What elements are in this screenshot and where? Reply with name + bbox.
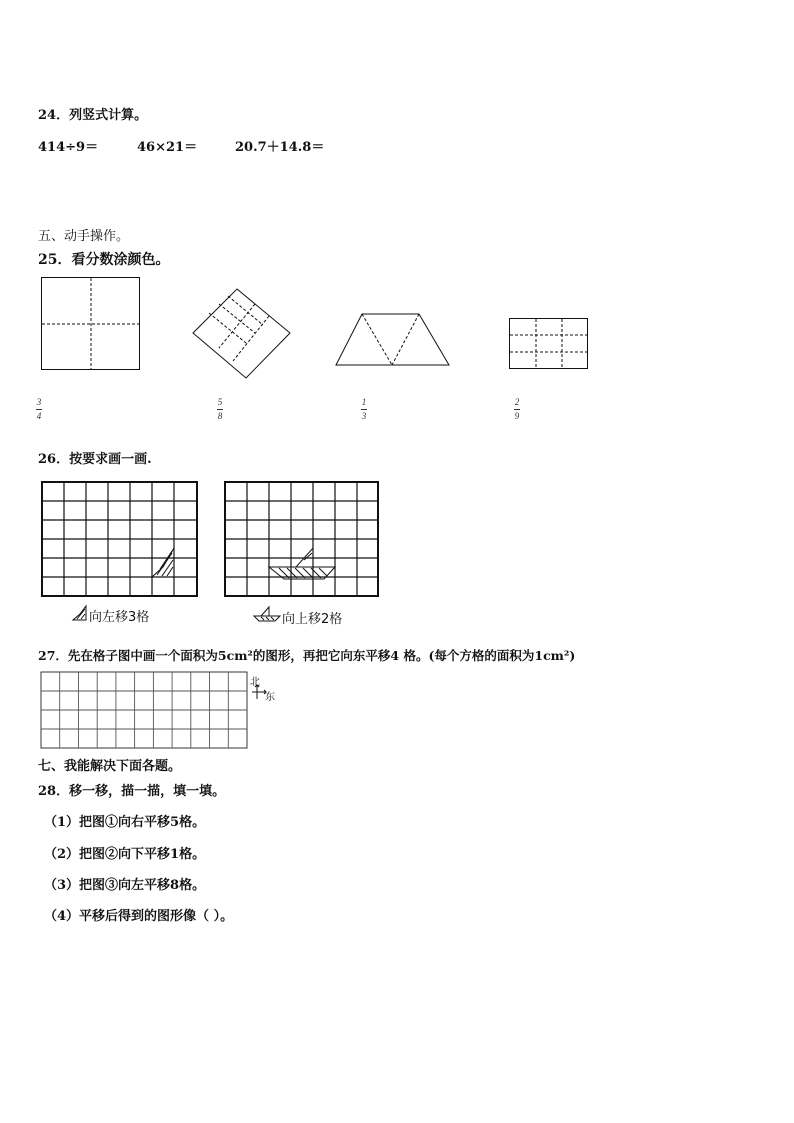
fraction-denominator: 3 xyxy=(361,411,367,421)
fraction-bar xyxy=(217,409,223,410)
q25-fraction-2 xyxy=(217,398,223,421)
q24-item-1: 414÷9＝ xyxy=(38,140,99,155)
fraction-numerator: 3 xyxy=(36,397,42,407)
q26-caption-right: 向上移2格 xyxy=(282,612,343,627)
fraction-bar xyxy=(514,409,520,410)
q26-caption-left: 向左移3格 xyxy=(89,610,150,625)
compass-east-label: 东 xyxy=(265,692,275,703)
fraction-numerator: 2 xyxy=(514,397,520,407)
q26-flag-icon xyxy=(72,605,88,621)
fraction-denominator: 9 xyxy=(514,411,520,421)
q27-grid xyxy=(40,671,250,751)
q25-diamond-shape xyxy=(193,289,293,379)
q25-trapezoid-shape xyxy=(335,313,451,367)
fraction-numerator: 5 xyxy=(217,397,223,407)
q25-square-shape xyxy=(41,277,141,372)
q28-item-4: （4）平移后得到的图形像（ ）。 xyxy=(44,909,234,924)
fraction-bar xyxy=(36,409,42,410)
fraction-denominator: 4 xyxy=(36,411,42,421)
q27-title: 27．先在格子图中画一个面积为5cm²的图形，再把它向东平移4 格。(每个方格的面积为1cm²) xyxy=(38,648,576,663)
fraction-numerator: 1 xyxy=(361,397,367,407)
q28-title: 28．移一移，描一描，填一填。 xyxy=(38,784,226,799)
q26-grid-right xyxy=(224,481,380,598)
fraction-denominator: 8 xyxy=(217,411,223,421)
q28-item-1: （1）把图①向右平移5格。 xyxy=(44,815,206,830)
section-five-title: 五、动手操作。 xyxy=(38,229,130,244)
boat-shape xyxy=(269,548,335,579)
q26-grid-left xyxy=(41,481,199,598)
section-seven-title: 七、我能解决下面各题。 xyxy=(38,759,182,774)
flag-shape xyxy=(152,548,174,577)
q25-fraction-3 xyxy=(361,398,367,421)
q28-item-2: （2）把图②向下平移1格。 xyxy=(44,847,206,862)
q26-title: 26．按要求画一画. xyxy=(38,452,152,467)
q25-fraction-1 xyxy=(36,398,42,421)
q26-boat-icon xyxy=(253,606,281,622)
q24-item-2: 46×21＝ xyxy=(137,140,198,155)
fraction-bar xyxy=(361,409,367,410)
q25-rectangle-shape xyxy=(509,318,589,370)
q28-item-3: （3）把图③向左平移8格。 xyxy=(44,878,206,893)
q24-title: 24．列竖式计算。 xyxy=(38,108,148,123)
q24-item-3: 20.7＋14.8＝ xyxy=(235,140,325,155)
compass-north-label: 北 xyxy=(250,677,260,688)
q25-title: 25．看分数涂颜色。 xyxy=(38,252,170,268)
q25-fraction-4 xyxy=(514,398,520,421)
